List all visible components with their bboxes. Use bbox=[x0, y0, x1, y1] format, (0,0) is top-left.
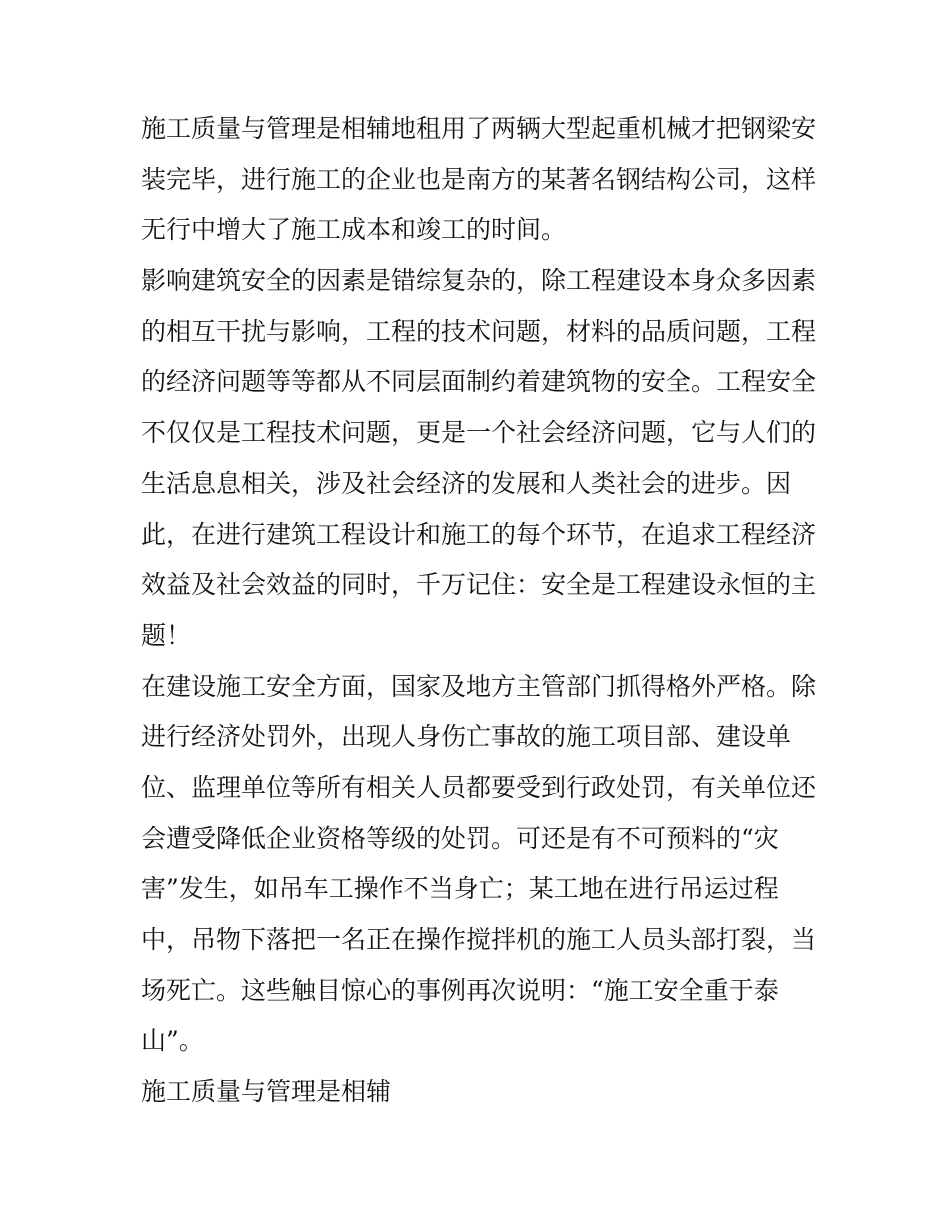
text-line: 位、监理单位等所有相关人员都要受到行政处罚，有关单位还 bbox=[141, 772, 817, 802]
text-line: 的经济问题等等都从不同层面制约着建筑物的安全。工程安全 bbox=[141, 367, 817, 397]
text-line: 的相互干扰与影响，工程的技术问题，材料的品质问题，工程 bbox=[141, 316, 817, 346]
text-line: 害”发生，如吊车工操作不当身亡；某工地在进行吊运过程 bbox=[141, 874, 779, 904]
text-line: 此，在进行建筑工程设计和施工的每个环节，在追求工程经济 bbox=[141, 519, 817, 549]
text-line: 施工质量与管理是相辅 bbox=[141, 1077, 392, 1107]
text-line: 不仅仅是工程技术问题，更是一个社会经济问题，它与人们的 bbox=[141, 418, 817, 448]
text-line: 题！ bbox=[141, 620, 192, 650]
text-line: 在建设施工安全方面，国家及地方主管部门抓得格外严格。除 bbox=[141, 671, 817, 701]
text-line: 装完毕，进行施工的企业也是南方的某著名钢结构公司，这样 bbox=[141, 164, 817, 194]
text-line: 进行经济处罚外，出现人身伤亡事故的施工项目部、建设单 bbox=[141, 722, 792, 752]
text-line: 山”。 bbox=[141, 1026, 204, 1056]
text-line: 影响建筑安全的因素是错综复杂的，除工程建设本身众多因素 bbox=[141, 266, 817, 296]
text-line: 生活息息相关，涉及社会经济的发展和人类社会的进步。因 bbox=[141, 468, 792, 498]
text-line: 会遭受降低企业资格等级的处罚。可还是有不可预料的“灾 bbox=[141, 823, 779, 853]
text-line: 场死亡。这些触目惊心的事例再次说明：“施工安全重于泰 bbox=[141, 975, 779, 1005]
text-line: 效益及社会效益的同时，千万记住：安全是工程建设永恒的主 bbox=[141, 570, 817, 600]
text-line: 施工质量与管理是相辅地租用了两辆大型起重机械才把钢梁安 bbox=[141, 114, 817, 143]
document-body bbox=[141, 104, 817, 1118]
text-line: 无行中增大了施工成本和竣工的时间。 bbox=[141, 215, 567, 245]
text-line: 中，吊物下落把一名正在操作搅拌机的施工人员头部打裂，当 bbox=[141, 925, 817, 954]
